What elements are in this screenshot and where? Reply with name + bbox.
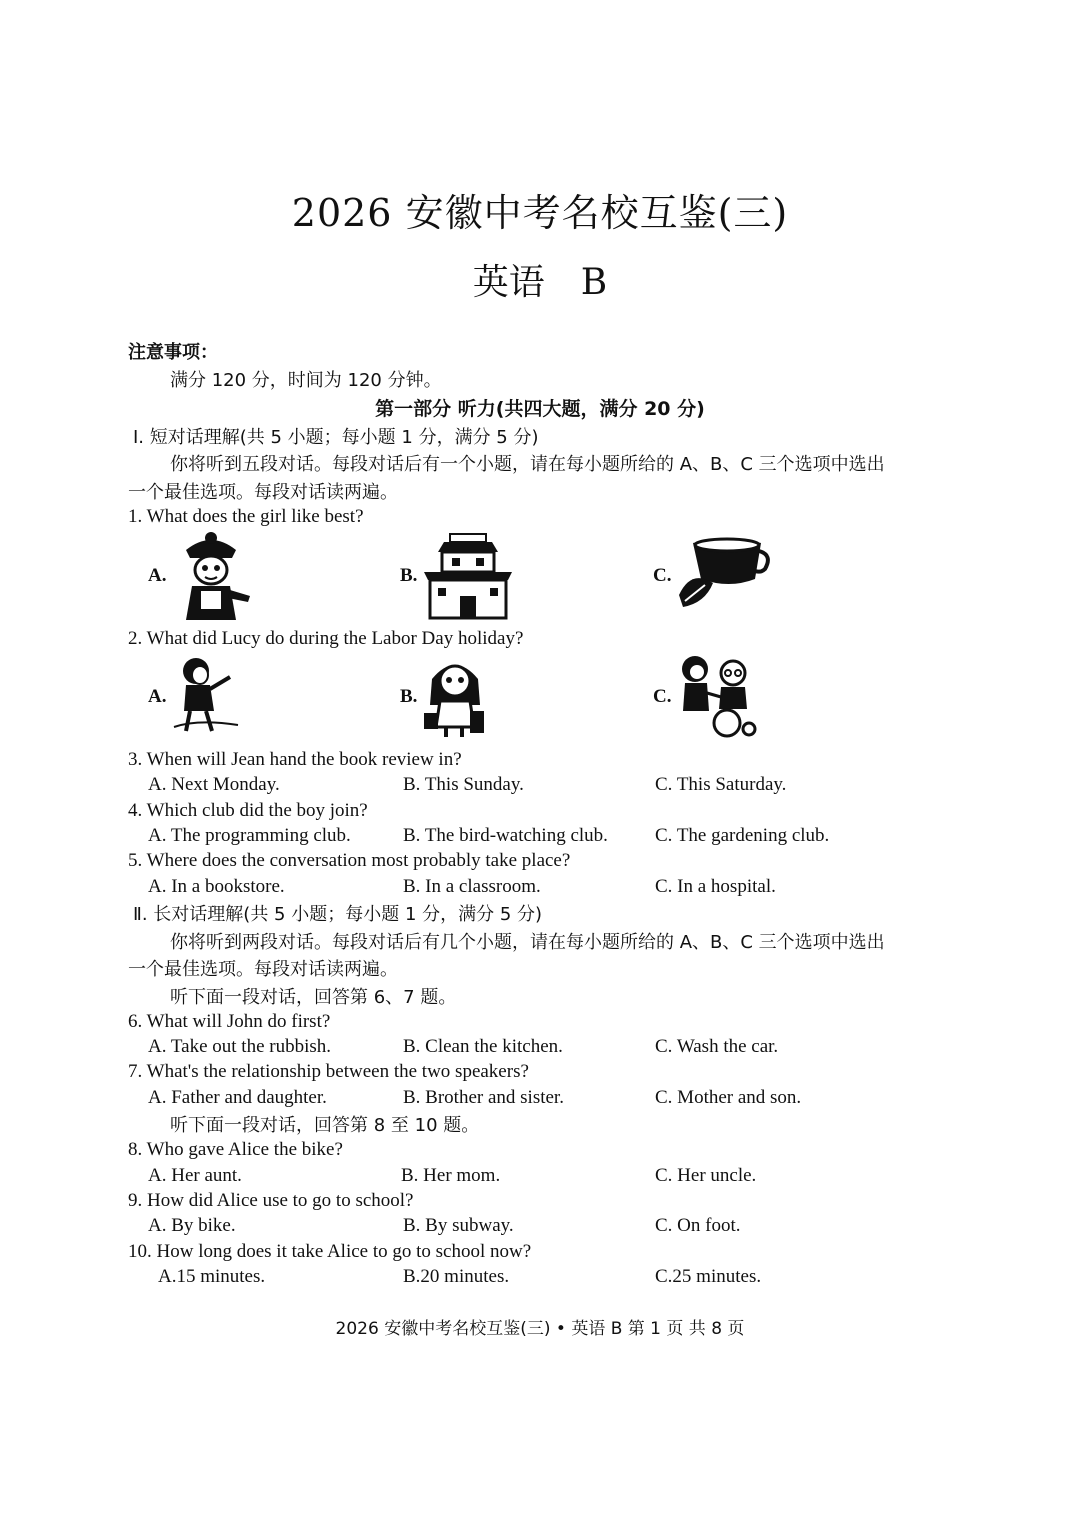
tea-cup-icon — [675, 535, 775, 613]
q10-option-a: A.15 minutes. — [158, 1266, 266, 1287]
opera-figure-icon — [170, 530, 252, 622]
q6-option-c: C. Wash the car. — [655, 1036, 779, 1057]
q6-option-a: A. Take out the rubbish. — [148, 1036, 332, 1057]
q8-option-b: B. Her mom. — [401, 1165, 501, 1186]
q2-option-c-label: C. — [653, 686, 672, 707]
question-5: 5. Where does the conversation most probably take place? — [128, 850, 571, 871]
section2-heading: Ⅱ. 长对话理解(共 5 小题；每小题 1 分，满分 5 分) — [133, 904, 543, 925]
exam-subtitle: 英语 B — [472, 262, 608, 303]
section1-instruction-line2: 一个最佳选项。每段对话读两遍。 — [128, 482, 398, 503]
q1-option-b-label: B. — [400, 565, 418, 586]
q7-option-c: C. Mother and son. — [655, 1087, 802, 1108]
q5-option-b: B. In a classroom. — [403, 876, 541, 897]
question-6: 6. What will John do first? — [128, 1011, 331, 1032]
q10-option-c: C.25 minutes. — [655, 1266, 762, 1287]
question-9: 9. How did Alice use to go to school? — [128, 1190, 414, 1211]
q7-option-a: A. Father and daughter. — [148, 1087, 327, 1108]
question-3: 3. When will Jean hand the book review in? — [128, 749, 462, 770]
section2-instruction-line2: 一个最佳选项。每段对话读两遍。 — [128, 959, 398, 980]
building-icon — [422, 530, 514, 620]
section2-group1-note: 听下面一段对话，回答第 6、7 题。 — [170, 987, 457, 1008]
page-footer: 2026 安徽中考名校互鉴(三) • 英语 B 第 1 页 共 8 页 — [335, 1319, 745, 1339]
question-1: 1. What does the girl like best? — [128, 506, 364, 527]
q3-option-b: B. This Sunday. — [403, 774, 524, 795]
q9-option-c: C. On foot. — [655, 1215, 741, 1236]
notice-line: 满分 120 分，时间为 120 分钟。 — [170, 370, 442, 391]
question-2: 2. What did Lucy do during the Labor Day holiday? — [128, 628, 524, 649]
q4-option-a: A. The programming club. — [148, 825, 351, 846]
traveling-girl-icon — [422, 655, 488, 739]
q9-option-a: A. By bike. — [148, 1215, 236, 1236]
q7-option-b: B. Brother and sister. — [403, 1087, 564, 1108]
helping-elderly-icon — [675, 653, 757, 739]
notice-heading: 注意事项： — [128, 342, 218, 363]
q10-option-b: B.20 minutes. — [403, 1266, 510, 1287]
section1-heading: Ⅰ. 短对话理解(共 5 小题；每小题 1 分，满分 5 分) — [133, 427, 539, 448]
q3-option-a: A. Next Monday. — [148, 774, 280, 795]
q8-option-c: C. Her uncle. — [655, 1165, 757, 1186]
q5-option-a: A. In a bookstore. — [148, 876, 285, 897]
q1-option-a-label: A. — [148, 565, 167, 586]
question-7: 7. What's the relationship between the two speakers? — [128, 1061, 529, 1082]
q2-option-a-label: A. — [148, 686, 167, 707]
hiking-girl-icon — [168, 655, 240, 733]
question-4: 4. Which club did the boy join? — [128, 800, 368, 821]
exam-title: 2026 安徽中考名校互鉴(三) — [291, 191, 789, 235]
section1-instruction-line1: 你将听到五段对话。每段对话后有一个小题，请在每小题所给的 A、B、C 三个选项中选出 — [170, 454, 885, 475]
q2-option-b-label: B. — [400, 686, 418, 707]
q8-option-a: A. Her aunt. — [148, 1165, 242, 1186]
section2-group2-note: 听下面一段对话，回答第 8 至 10 题。 — [170, 1115, 480, 1136]
question-8: 8. Who gave Alice the bike? — [128, 1139, 343, 1160]
q6-option-b: B. Clean the kitchen. — [403, 1036, 563, 1057]
part1-heading: 第一部分 听力(共四大题，满分 20 分) — [375, 398, 705, 420]
q4-option-c: C. The gardening club. — [655, 825, 830, 846]
question-10: 10. How long does it take Alice to go to school now? — [128, 1241, 532, 1262]
q4-option-b: B. The bird-watching club. — [403, 825, 608, 846]
q5-option-c: C. In a hospital. — [655, 876, 776, 897]
section2-instruction-line1: 你将听到两段对话。每段对话后有几个小题，请在每小题所给的 A、B、C 三个选项中选出 — [170, 932, 885, 953]
q3-option-c: C. This Saturday. — [655, 774, 787, 795]
q1-option-c-label: C. — [653, 565, 672, 586]
q9-option-b: B. By subway. — [403, 1215, 514, 1236]
